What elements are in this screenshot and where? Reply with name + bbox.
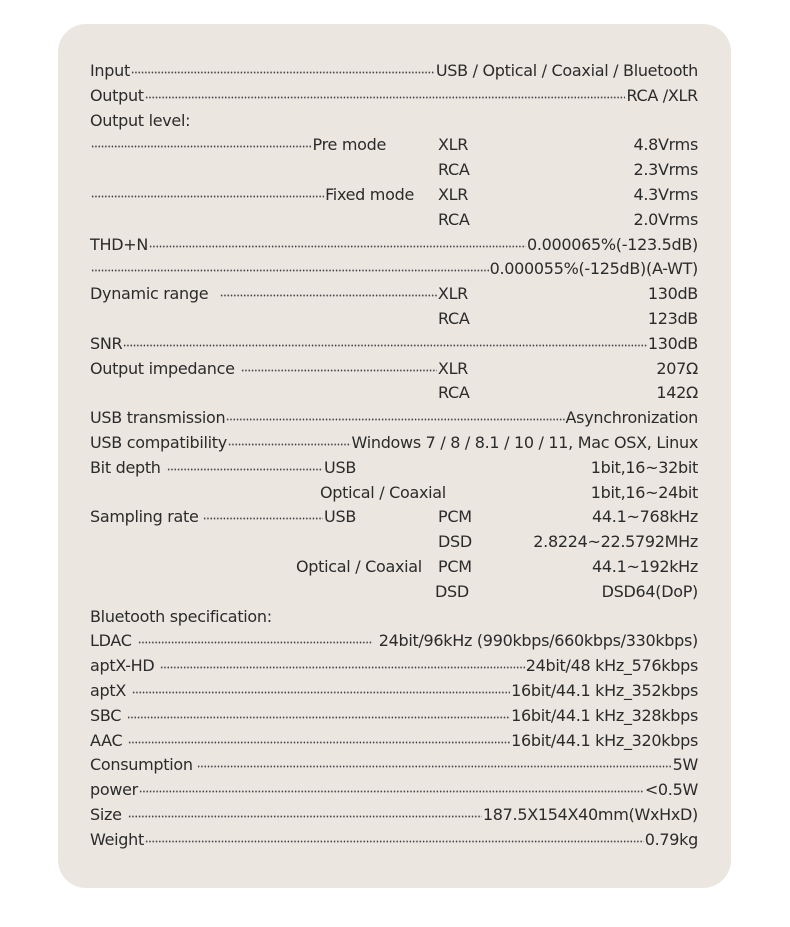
spec-value: 1bit,16~24bit: [590, 482, 698, 502]
spec-row-aptx-hd: [90, 654, 698, 679]
spec-label: Sampling rate: [90, 507, 199, 527]
spec-row-pre-mode-rca: [90, 158, 698, 183]
spec-sublabel: DSD: [438, 532, 472, 552]
spec-value: 24bit/96kHz (990kbps/660kbps/330kbps): [378, 631, 698, 651]
spec-sublabel: PCM: [438, 507, 472, 527]
spec-value: 142Ω: [656, 383, 698, 403]
spec-label: Fixed mode: [325, 184, 414, 204]
spec-sublabel: USB: [324, 507, 356, 527]
spec-row-output-impedance-xlr: [90, 357, 698, 382]
spec-sublabel: RCA: [438, 308, 470, 328]
spec-value: 44.1~192kHz: [592, 556, 698, 576]
leader-dots: [145, 840, 644, 843]
spec-value: 187.5X154X40mm(WxHxD): [482, 804, 698, 824]
spec-row-weight: [90, 828, 698, 853]
leader-dots: [139, 790, 644, 793]
spec-value: 0.000055%(-125dB)(A-WT): [489, 259, 698, 279]
spec-label: USB compatibility: [90, 432, 227, 452]
leader-dots: [228, 443, 351, 446]
spec-sublabel: RCA: [438, 160, 470, 180]
spec-label: AAC: [90, 730, 123, 750]
spec-row-fixed-mode-rca: [90, 208, 698, 233]
spec-row-thd-awt: [90, 257, 698, 282]
spec-sublabel: RCA: [438, 383, 470, 403]
spec-row-sampling-usb-pcm: [90, 505, 698, 530]
spec-value: 0.000065%(-123.5dB): [526, 234, 698, 254]
spec-label: SBC: [90, 705, 122, 725]
leader-dots: [91, 195, 324, 198]
spec-label: Size: [90, 804, 122, 824]
spec-row-ldac: [90, 629, 698, 654]
spec-row-pre-mode-xlr: [90, 133, 698, 158]
spec-value: USB / Optical / Coaxial / Bluetooth: [435, 61, 698, 80]
leader-dots: [91, 269, 489, 272]
spec-list: [90, 59, 698, 853]
spec-value: 1bit,16~32bit: [590, 457, 698, 477]
leader-dots: [123, 344, 646, 347]
spec-row-output-level: [90, 109, 698, 134]
spec-row-consumption: [90, 753, 698, 778]
spec-row-usb-compatibility: [90, 431, 698, 456]
spec-label: aptX: [90, 680, 126, 700]
spec-label: Output level:: [90, 110, 191, 130]
leader-dots: [226, 418, 564, 421]
spec-value: 16bit/44.1 kHz_320kbps: [511, 730, 698, 750]
leader-dots: [241, 369, 437, 372]
spec-row-bluetooth: [90, 605, 698, 630]
spec-label: Pre mode: [312, 135, 386, 155]
spec-sublabel: DSD: [435, 581, 469, 601]
spec-row-fixed-mode-xlr: [90, 183, 698, 208]
spec-row-dynamic-range-rca: [90, 307, 698, 332]
spec-row-snr: [90, 332, 698, 357]
spec-label: Input: [90, 61, 130, 80]
spec-value: 130dB: [647, 333, 698, 353]
leader-dots: [127, 716, 510, 719]
spec-row-size: [90, 803, 698, 828]
leader-dots: [220, 294, 437, 297]
spec-row-thd: [90, 233, 698, 258]
leader-dots: [203, 517, 323, 520]
spec-value: 207Ω: [656, 358, 698, 378]
spec-label: Dynamic range: [90, 284, 209, 304]
spec-row-aac: [90, 729, 698, 754]
spec-label: Consumption: [90, 755, 193, 775]
spec-value: 130dB: [647, 284, 698, 304]
leader-dots: [91, 145, 312, 148]
spec-value: Asynchronization: [565, 408, 698, 428]
leader-dots: [167, 468, 323, 471]
spec-value: 0.79kg: [644, 829, 698, 849]
spec-sublabel: XLR: [438, 135, 469, 155]
spec-value: 16bit/44.1 kHz_328kbps: [511, 705, 698, 725]
leader-dots: [138, 641, 373, 644]
spec-value: Windows 7 / 8 / 8.1 / 10 / 11, Mac OSX, Linux: [351, 432, 698, 452]
spec-sublabel: USB: [324, 457, 356, 477]
spec-value: 2.8224~22.5792MHz: [533, 532, 698, 552]
spec-row-sampling-usb-dsd: [90, 530, 698, 555]
spec-row-output-impedance-rca: [90, 381, 698, 406]
spec-row-bit-depth-optical: [90, 481, 698, 506]
spec-label: Output impedance: [90, 358, 235, 378]
spec-value: 4.3Vrms: [633, 184, 698, 204]
spec-label: Weight: [90, 829, 144, 849]
leader-dots: [132, 691, 510, 694]
spec-value: 123dB: [647, 308, 698, 328]
spec-label: THD+N: [90, 234, 149, 254]
leader-dots: [128, 741, 510, 744]
spec-sublabel: Optical / Coaxial: [320, 482, 446, 502]
spec-row-aptx: [90, 679, 698, 704]
spec-value: 2.3Vrms: [633, 160, 698, 180]
spec-value: 5W: [672, 755, 698, 775]
spec-row-power: [90, 778, 698, 803]
spec-sublabel: XLR: [437, 358, 468, 378]
spec-label: LDAC: [90, 631, 132, 651]
spec-sublabel: Optical / Coaxial: [296, 556, 422, 576]
spec-label: Bluetooth specification:: [90, 606, 272, 626]
spec-row-usb-transmission: [90, 406, 698, 431]
leader-dots: [160, 666, 524, 669]
spec-label: Output: [90, 85, 144, 105]
spec-row-dynamic-range-xlr: [90, 282, 698, 307]
leader-dots: [149, 245, 526, 248]
spec-label: power: [90, 780, 138, 800]
spec-value: 2.0Vrms: [633, 209, 698, 229]
spec-value: 44.1~768kHz: [592, 507, 698, 527]
leader-dots: [197, 765, 672, 768]
spec-sublabel: PCM: [438, 556, 472, 576]
leader-dots: [145, 96, 626, 99]
spec-sublabel: RCA: [438, 209, 470, 229]
spec-value: <0.5W: [644, 780, 698, 800]
spec-row-input: [90, 59, 698, 84]
spec-row-sampling-optical-pcm: [90, 555, 698, 580]
spec-sublabel: XLR: [438, 184, 469, 204]
spec-value: 16bit/44.1 kHz_352kbps: [511, 680, 698, 700]
leader-dots: [131, 71, 435, 74]
spec-value: DSD64(DoP): [601, 581, 698, 601]
leader-dots: [128, 815, 482, 818]
spec-row-bit-depth-usb: [90, 456, 698, 481]
spec-label: SNR: [90, 333, 123, 353]
spec-label: aptX-HD: [90, 656, 155, 676]
spec-label: USB transmission: [90, 408, 226, 428]
spec-value: RCA /XLR: [626, 85, 698, 105]
spec-sublabel: XLR: [437, 284, 468, 304]
spec-label: Bit depth: [90, 457, 161, 477]
spec-row-sampling-optical-dsd: [90, 580, 698, 605]
spec-value: 24bit/48 kHz_576kbps: [525, 656, 698, 676]
spec-value: 4.8Vrms: [633, 135, 698, 155]
spec-row-output: [90, 84, 698, 109]
spec-row-sbc: [90, 704, 698, 729]
